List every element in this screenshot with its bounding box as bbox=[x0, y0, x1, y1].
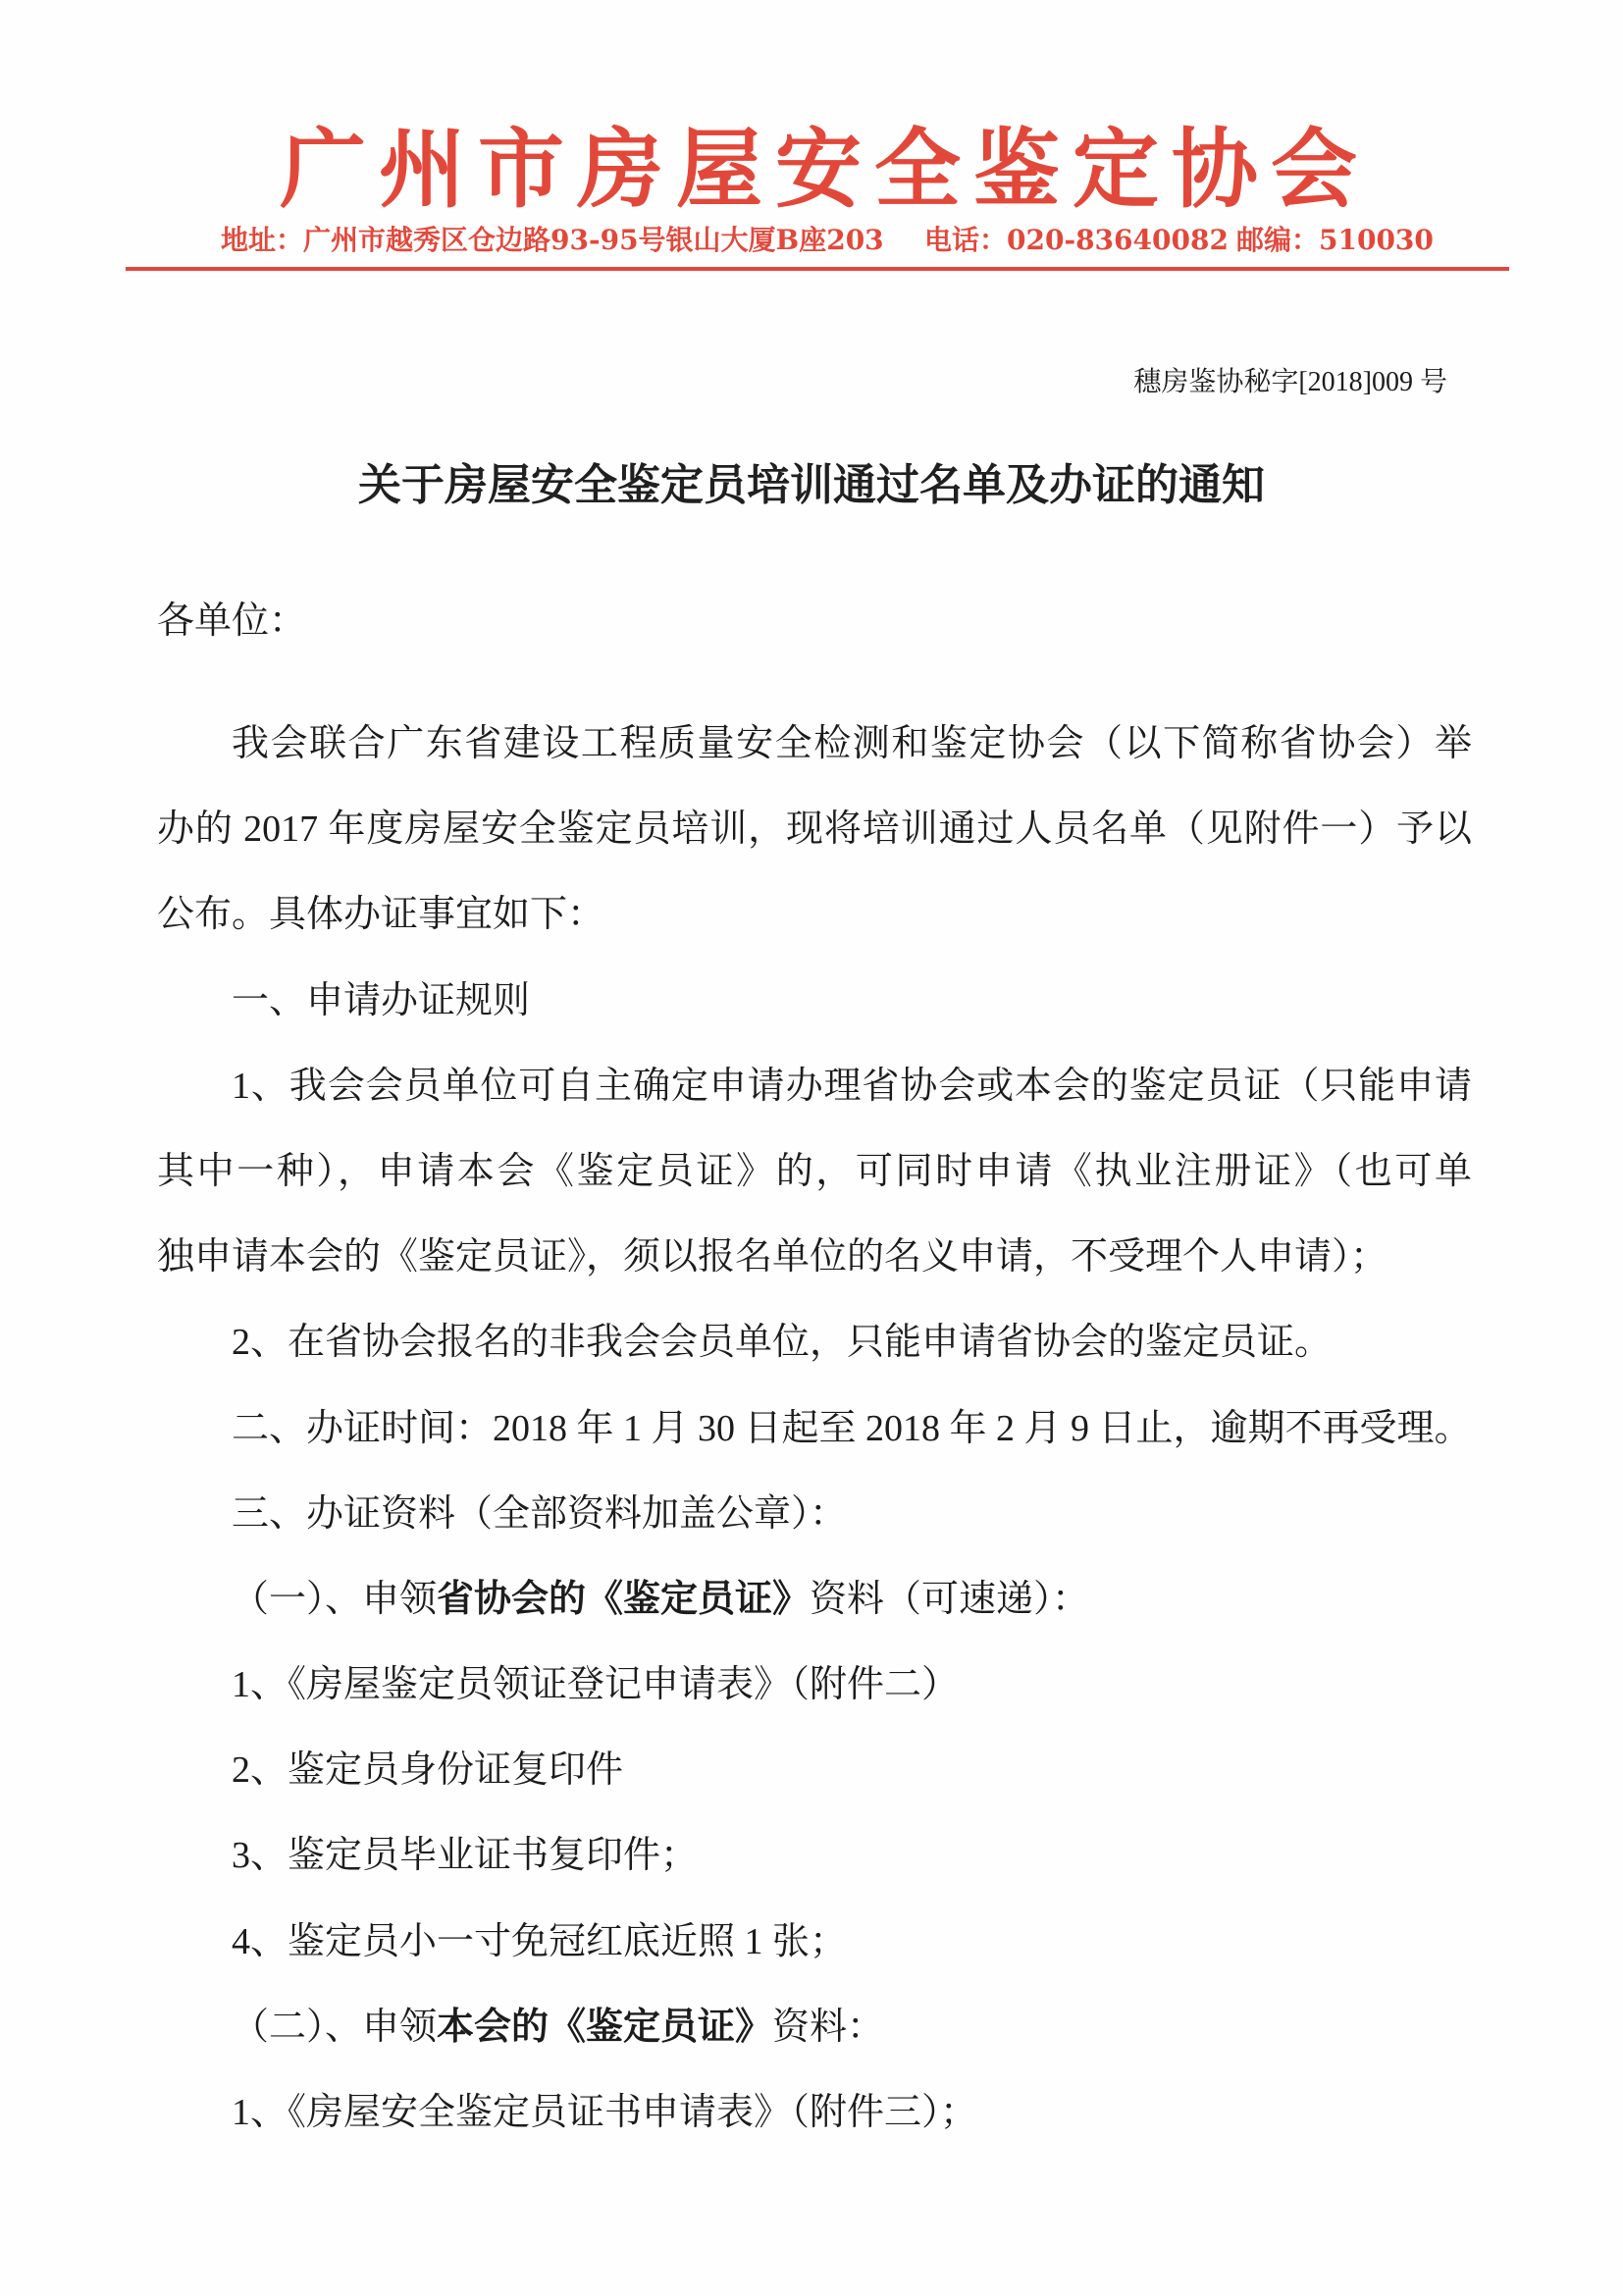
section-1-heading: 一、申请办证规则 bbox=[232, 979, 531, 1021]
intro-line: 我会联合广东省建设工程质量安全检测和鉴定协会（以下简称省协会）举 bbox=[232, 723, 1472, 764]
section-1-item-2: 2、在省协会报名的非我会会员单位，只能申请省协会的鉴定员证。 bbox=[232, 1322, 1333, 1364]
section-1-item-1-line: 1、我会会员单位可自主确定申请办理省协会或本会的鉴定员证（只能申请 bbox=[232, 1065, 1472, 1107]
subsection-1-prefix: （一）、申领 bbox=[232, 1578, 438, 1620]
document-title: 关于房屋安全鉴定员培训通过名单及办证的通知 bbox=[358, 461, 1265, 509]
letterhead-address: 地址：广州市越秀区仓边路93-95号银山大厦B座203 bbox=[221, 224, 884, 256]
subsection-2-emphasis: 本会的《鉴定员证》 bbox=[437, 2006, 773, 2048]
subsection-2-heading bbox=[157, 1985, 1472, 2070]
subsection-1-item: 4、鉴定员小一寸免冠红底近照 1 张； bbox=[232, 1920, 848, 1962]
subsection-1-item: 2、鉴定员身份证复印件 bbox=[232, 1749, 624, 1792]
subsection-1-item: 3、鉴定员毕业证书复印件； bbox=[232, 1835, 699, 1877]
subsection-1-suffix: 资料（可速递）： bbox=[810, 1578, 1090, 1620]
letterhead-postcode: 邮编：510030 bbox=[1236, 224, 1434, 256]
subsection-1-emphasis: 省协会的《鉴定员证》 bbox=[437, 1578, 811, 1620]
intro-line: 公布。具体办证事宜如下： bbox=[157, 894, 605, 936]
letterhead-organization-name: 广州市房屋安全鉴定协会 bbox=[280, 118, 1371, 220]
subsection-2-suffix: 资料： bbox=[772, 2006, 885, 2048]
subsection-1-item: 1、《房屋鉴定员领证登记申请表》（附件二） bbox=[232, 1664, 960, 1706]
section-2-application-period: 二、办证时间：2018 年 1 月 30 日起至 2018 年 2 月 9 日止，逾期不再受理。 bbox=[232, 1407, 1472, 1449]
section-1-item-1-line: 独申请本会的《鉴定员证》，须以报名单位的名义申请，不受理个人申请）； bbox=[157, 1236, 1388, 1278]
letterhead-divider bbox=[126, 267, 1509, 271]
document-body bbox=[157, 702, 1472, 2156]
section-3-heading: 三、办证资料（全部资料加盖公章）： bbox=[232, 1492, 848, 1535]
subsection-2-prefix: （二）、申领 bbox=[232, 2006, 438, 2048]
document-number: 穗房鉴协秘字[2018]009 号 bbox=[1133, 367, 1447, 397]
subsection-2-item: 1、《房屋安全鉴定员证书申请表》（附件三）； bbox=[232, 2092, 978, 2133]
salutation: 各单位： bbox=[157, 600, 307, 642]
section-1-item-1-line: 其中一种），申请本会《鉴定员证》的，可同时申请《执业注册证》（也可单 bbox=[157, 1150, 1472, 1192]
intro-line: 办的 2017 年度房屋安全鉴定员培训，现将培训通过人员名单（见附件一）予以 bbox=[157, 809, 1472, 851]
letterhead-phone: 电话：020-83640082 bbox=[924, 224, 1229, 256]
subsection-1-heading bbox=[157, 1557, 1472, 1643]
